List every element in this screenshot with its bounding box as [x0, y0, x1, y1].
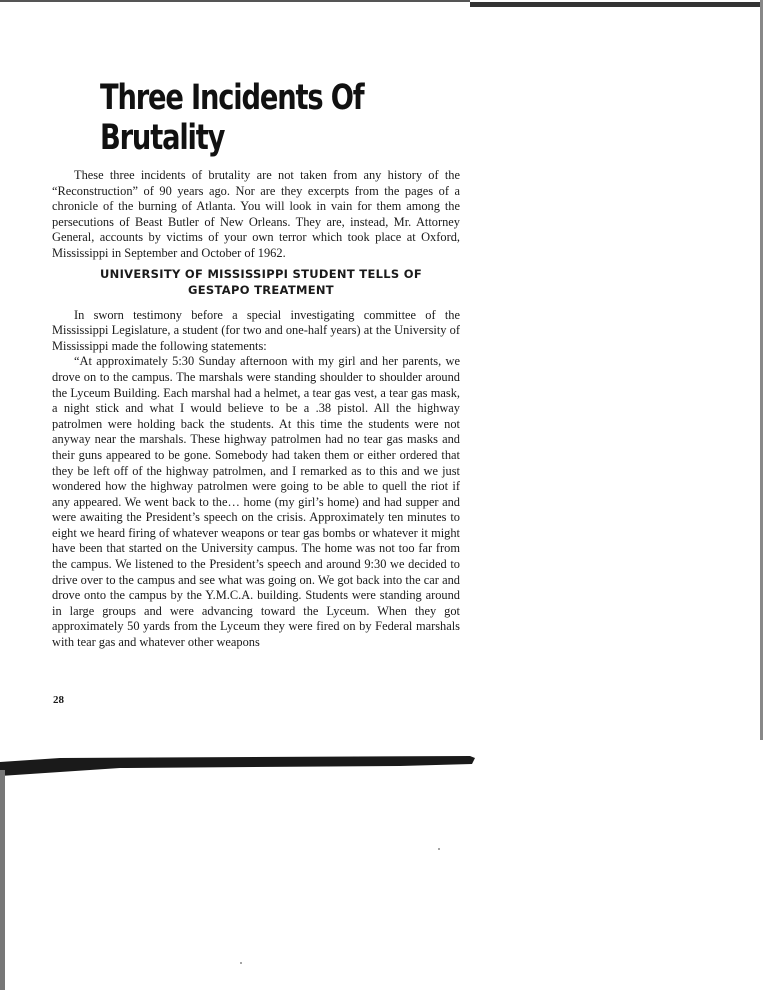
scan-top-edge: [0, 0, 763, 12]
scan-top-line: [0, 0, 470, 2]
article: [52, 78, 460, 651]
page-number: 28: [53, 694, 64, 706]
scan-speck: [240, 962, 242, 964]
scan-speck: [438, 848, 440, 850]
scan-top-dark-strip: [470, 2, 763, 7]
testimony-intro-paragraph: In sworn testimony before a special investigating committee of the Mississippi Legislature, a student (for two and one-half years) at the University of Mississippi made the following statements:: [52, 307, 460, 353]
article-title: Three Incidents Of Brutality: [100, 78, 364, 158]
section-heading-line-2: GESTAPO TREATMENT: [188, 282, 334, 297]
intro-paragraph: These three incidents of brutality are not taken from any history of the “Reconstruction” of 90 years ago. Nor are they excerpts from the pages of a chronicle of the burning of Atlanta. You will look in vain for them among the persecutions of Beast Butler of New Orleans. They are, instead, Mr. Attorney General, accounts by victims of your own terror which took place at Oxford, Mississippi in September and October of 1962.: [52, 168, 460, 260]
section-heading-line-1: UNIVERSITY OF MISSISSIPPI STUDENT TELLS OF: [100, 266, 422, 281]
section-heading: [62, 266, 460, 298]
scan-bottom-edge: [0, 750, 475, 778]
scan-left-edge: [0, 770, 5, 990]
testimony-quote-paragraph: “At approximately 5:30 Sunday afternoon with my girl and her parents, we drove on to the campus. The marshals were standing shoulder to shoulder around the Lyceum Building. Each marshal had a helmet, a tear gas vest, a tear gas mask, a night stick and what I would believe to be a .38 pistol. All the highway patrolmen were holding back the students. At this time the students were not anyway near the marshals. These highway patrolmen had no tear gas masks and their guns appeared to be gone. Somebody had taken them or either ordered that they be left off of the highway patrolmen, and I remarked as to this and we just wondered how the highway patrolmen were going to be able to quell the riot if any appeared. We went back to the… home (my girl’s home) and had supper and were awaiting the President’s speech on the crisis. Approximately ten minutes to eight we heard firing of whatever weapons or tear gas bombs or whatever it might have been that started on the University campus. The home was not too far from the campus. We listened to the President’s speech and around 9:30 we decided to drive over to the campus and see what was going on. We got back into the car and drove onto the campus by the Y.M.C.A. building. Students were standing around in large groups and were advancing toward the Lyceum. When they got approximately 50 yards from the Lyceum they were fired on by Federal marshals with tear gas and whatever other weapons: [52, 354, 460, 650]
